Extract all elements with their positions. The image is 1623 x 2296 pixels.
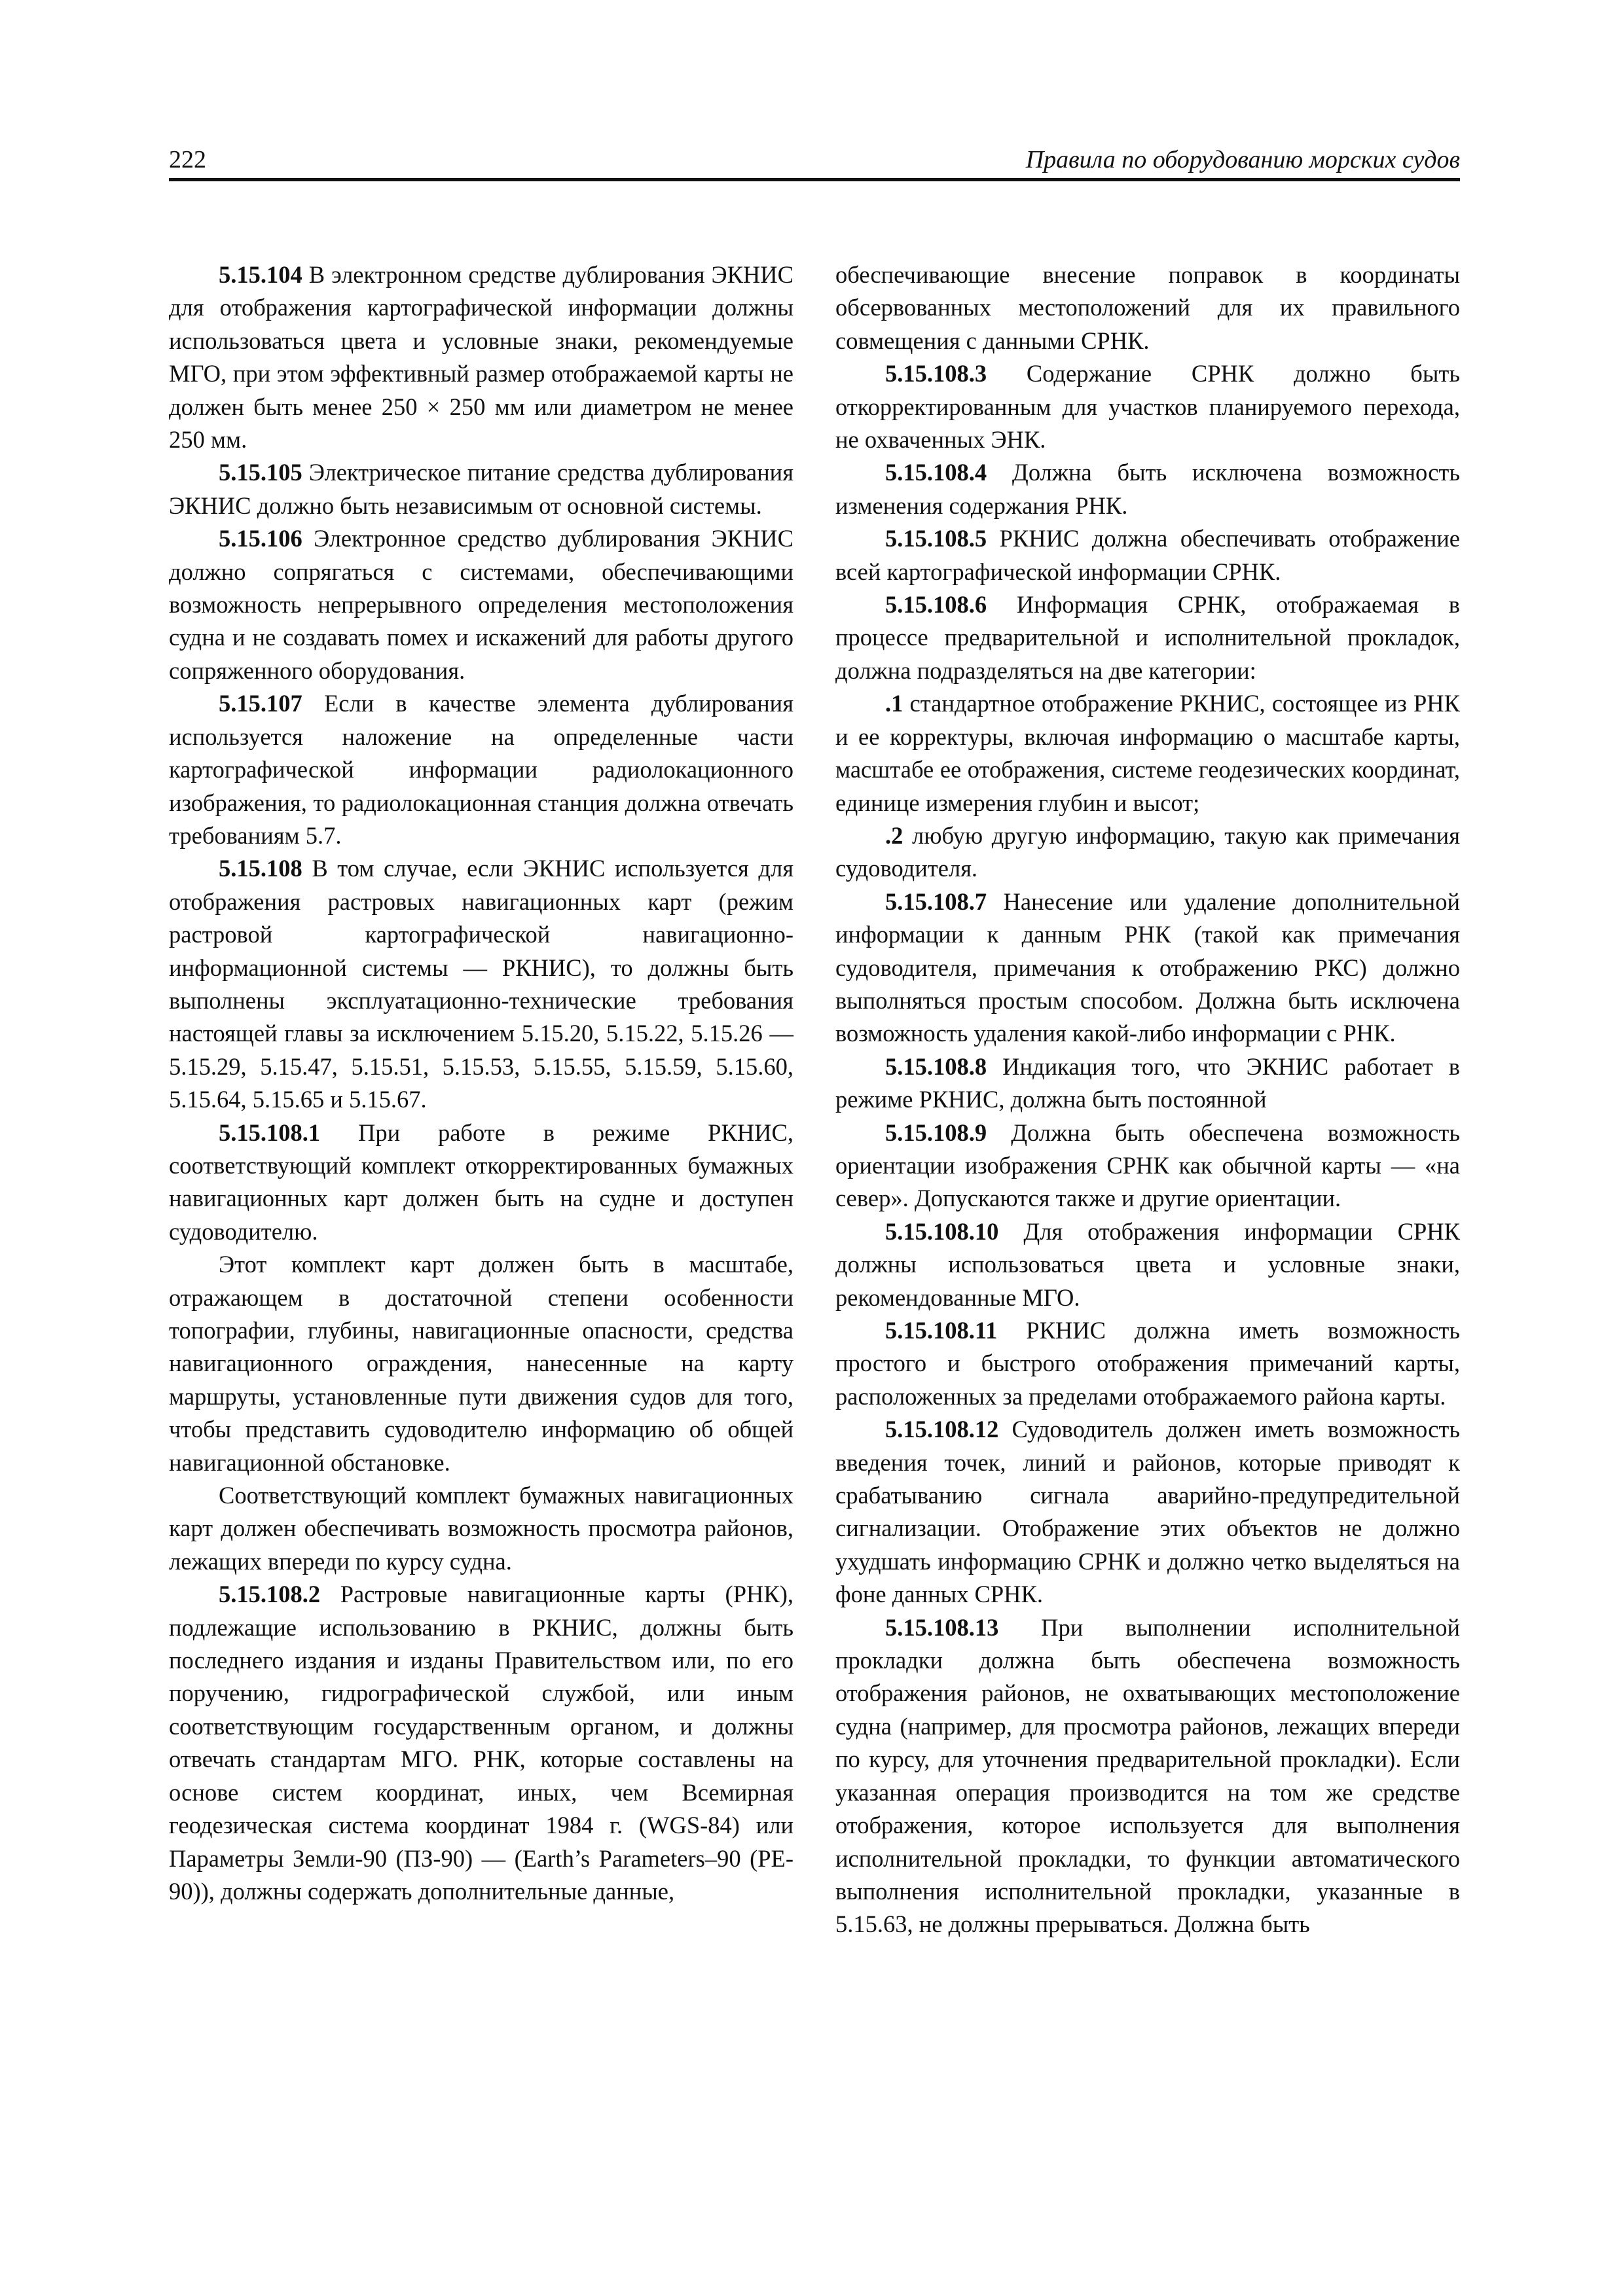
clause-number: 5.15.108.11 (885, 1317, 998, 1344)
paragraph (835, 1413, 1460, 1611)
clause-number: 5.15.108.2 (219, 1581, 321, 1608)
clause-number: 5.15.108.1 (219, 1119, 321, 1146)
clause-number: 5.15.104 (219, 261, 302, 288)
paragraph (835, 1314, 1460, 1413)
paragraph (169, 522, 793, 687)
list-item-number: .1 (885, 690, 903, 717)
paragraph (835, 886, 1460, 1050)
clause-text: При выполнении исполнительной прокладки должна быть обеспечена возможность отображения районов, не охватывающих местоположение судна (например, для просмотра районов, лежащих впереди по курсу, для уточнения предварительной прокладки). Если указанная операция производится на том же средстве отображения, которое используется для выполнения исполнительной прокладки, то функции автоматического выполнения исполнительной прокладки, указанные в 5.15.63, не должны прерываться. Должна быть (835, 1613, 1460, 1938)
clause-text: Нанесение или удаление дополнительной информации к данным РНК (такой как примечания судоводителя, примечания к отображению РКС) должно выполняться простым способом. Должна быть исключена возможность удаления какой-либо информации с РНК. (835, 888, 1460, 1047)
clause-text: При работе в режиме РКНИС, соответствующий комплект откорректированных бумажных навигационных карт должен быть на судне и доступен судоводителю. (169, 1119, 793, 1245)
clause-number: 5.15.108 (219, 855, 302, 882)
paragraph (169, 1117, 793, 1249)
clause-text: Для отображения информации СРНК должны использоваться цвета и условные знаки, рекомендованные МГО. (835, 1217, 1460, 1311)
running-title: Правила по оборудованию морских судов (1025, 146, 1460, 173)
paragraph-continuation (835, 259, 1460, 357)
clause-text: Должна быть обеспечена возможность ориентации изображения СРНК как обычной карты — «на север». Допускаются также и другие ориентации. (835, 1119, 1460, 1212)
clause-text: стандартное отображение РКНИС, состоящее из РНК и ее корректуры, включая информацию о масштабе карты, масштабе ее отображения, системе геодезических координат, единице измерения глубин и высот; (835, 690, 1460, 816)
paragraph (169, 1578, 793, 1908)
paragraph (835, 1611, 1460, 1941)
clause-text: Если в качестве элемента дублирования используется наложение на определенные части картографической информации радиолокационного изображения, то радиолокационная станция должна отвечать требованиям 5.7. (169, 690, 793, 849)
clause-number: 5.15.108.4 (885, 459, 987, 486)
clause-number: 5.15.108.13 (885, 1613, 999, 1641)
clause-text: РКНИС должна иметь возможность простого и быстрого отображения примечаний карты, расположенных за пределами отображаемого района карты. (835, 1317, 1460, 1410)
clause-number: 5.15.108.6 (885, 591, 987, 619)
clause-text: Индикация того, что ЭКНИС работает в режиме РКНИС, должна быть постоянной (835, 1052, 1460, 1113)
paragraph (169, 1479, 793, 1578)
clause-text: Электронное средство дублирования ЭКНИС должно сопрягаться с системами, обеспечивающими возможность непрерывного определения местоположения судна и не создавать помех и искажений для работы другого сопряженного оборудования. (169, 525, 793, 684)
clause-number: 5.15.105 (219, 459, 302, 486)
paragraph (169, 1248, 793, 1479)
clause-text: Судоводитель должен иметь возможность введения точек, линий и районов, которые приводят к срабатыванию сигнала аварийно-предупредительной сигнализации. Отображение этих объектов не должно ухудшать информацию СРНК и должно четко выделяться на фоне данных СРНК. (835, 1416, 1460, 1608)
paragraph (835, 1117, 1460, 1215)
clause-text: Растровые навигационные карты (РНК), подлежащие использованию в РКНИС, должны быть последнего издания и изданы Правительством или, по его поручению, гидрографической службой, или иным соответствующим государственным органом, и должны отвечать стандартам МГО. РНК, которые составлены на основе систем координат, иных, чем Всемирная геодезическая система координат 1984 г. (WGS-84) или Параметры Земли-90 (ПЗ-90) — (Earth’s Parameters–90 (PE-90)), должны содержать дополнительные данные, (169, 1581, 793, 1905)
clause-text: обеспечивающие внесение поправок в координаты обсервованных местоположений для их правильного совмещения с данными СРНК. (835, 261, 1460, 354)
paragraph (169, 852, 793, 1116)
paragraph (169, 259, 793, 456)
paragraph (835, 357, 1460, 456)
page-header (169, 145, 1460, 181)
page-number: 222 (169, 146, 206, 173)
paragraph (835, 1215, 1460, 1314)
clause-number: 5.15.108.5 (885, 525, 987, 552)
paragraph (835, 456, 1460, 522)
clause-text: Содержание СРНК должно быть откорректированным для участков планируемого перехода, не охваченных ЭНК. (835, 360, 1460, 454)
clause-text: РКНИС должна обеспечивать отображение всей картографической информации СРНК. (835, 525, 1460, 585)
paragraph (835, 1050, 1460, 1117)
paragraph (835, 522, 1460, 588)
clause-number: 5.15.108.8 (885, 1052, 987, 1080)
right-column (835, 259, 1460, 1941)
clause-text: Соответствующий комплект бумажных навигационных карт должен обеспечивать возможность просмотра районов, лежащих впереди по курсу судна. (169, 1482, 793, 1575)
clause-text: Должна быть исключена возможность изменения содержания РНК. (835, 459, 1460, 519)
clause-number: 5.15.107 (219, 690, 302, 717)
clause-text: В электронном средстве дублирования ЭКНИС для отображения картографической информации должны использоваться цвета и условные знаки, рекомендуемые МГО, при этом эффективный размер отображаемой карты не должен быть менее 250 × 250 мм или диаметром не менее 250 мм. (169, 261, 793, 454)
clause-text: Этот комплект карт должен быть в масштабе, отражающем в достаточной степени особенности топографии, глубины, навигационные опасности, средства навигационного ограждения, нанесенные на карту маршруты, установленные пути движения судов для того, чтобы представить судоводителю информацию об общей навигационной обстановке. (169, 1251, 793, 1476)
clause-text: В том случае, если ЭКНИС используется для отображения растровых навигационных карт (режим растровой картографической навигационно-информационной системы — РКНИС), то должны быть выполнены эксплуатационно-технические требования настоящей главы за исключением 5.15.20, 5.15.22, 5.15.26 — 5.15.29, 5.15.47, 5.15.51, 5.15.53, 5.15.55, 5.15.59, 5.15.60, 5.15.64, 5.15.65 и 5.15.67. (169, 855, 793, 1113)
list-item (835, 819, 1460, 886)
clause-number: 5.15.108.7 (885, 888, 987, 915)
clause-number: 5.15.108.3 (885, 360, 987, 387)
clause-text: Электрическое питание средства дублирования ЭКНИС должно быть независимым от основной системы. (169, 459, 793, 519)
left-column (169, 259, 793, 1908)
paragraph (169, 456, 793, 522)
clause-number: 5.15.108.12 (885, 1416, 999, 1443)
paragraph (835, 588, 1460, 687)
list-item-number: .2 (885, 821, 903, 849)
clause-text: любую другую информацию, такую как примечания судоводителя. (835, 821, 1460, 882)
list-item (835, 687, 1460, 819)
clause-number: 5.15.108.9 (885, 1119, 987, 1146)
paragraph (169, 687, 793, 852)
clause-number: 5.15.108.10 (885, 1217, 999, 1245)
clause-text: Информация СРНК, отображаемая в процессе предварительной и исполнительной прокладок, должна подразделяться на две категории: (835, 591, 1460, 684)
clause-number: 5.15.106 (219, 525, 302, 552)
